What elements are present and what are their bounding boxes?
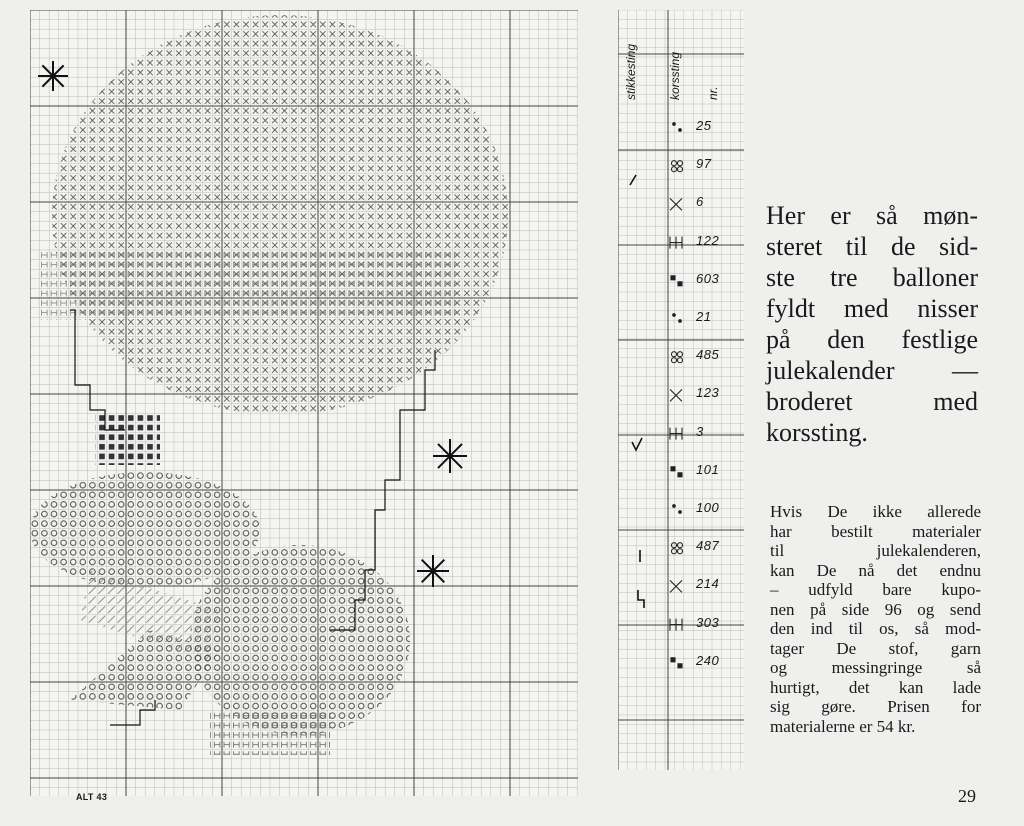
legend-number: 485 xyxy=(696,347,720,363)
body-line: materialerne er 54 kr. xyxy=(770,716,916,736)
page-number: 29 xyxy=(958,786,976,806)
legend-number: 303 xyxy=(696,614,720,630)
legend-header-1: korssting xyxy=(668,51,682,100)
headline-line: ste tre balloner xyxy=(766,263,978,292)
nisse-beard xyxy=(210,710,330,755)
headline xyxy=(766,200,978,448)
headline-line: steret til de sid- xyxy=(766,232,978,261)
stitch-legend xyxy=(618,10,744,770)
body-line: sig gøre. Prisen for xyxy=(770,697,981,716)
body-line: kan De nå det endnu xyxy=(770,560,981,580)
body-line: og messingringe så xyxy=(770,658,981,677)
legend-number: 123 xyxy=(696,385,720,401)
legend-number: 122 xyxy=(696,232,720,248)
body-line: nen på side 96 og send xyxy=(770,599,981,619)
headline-line: broderet med xyxy=(766,387,978,416)
star-icon xyxy=(417,555,449,587)
legend-number: 6 xyxy=(696,194,704,210)
legend-header-0: stikkesting xyxy=(624,43,638,100)
body-line: Hvis De ikke allerede xyxy=(770,502,981,521)
legend-number: 101 xyxy=(696,461,720,477)
headline-line: fyldt med nisser xyxy=(766,294,978,323)
legend-number: 214 xyxy=(696,576,720,592)
chart-grid xyxy=(30,10,578,796)
body-line: den ind til os, så mod- xyxy=(770,619,981,638)
legend-number: 21 xyxy=(696,309,712,324)
body-line: har bestilt materialer xyxy=(770,521,981,541)
headline-line: på den festlige xyxy=(766,325,978,354)
cross-stitch-chart xyxy=(30,10,578,796)
balloon-band xyxy=(38,250,458,320)
legend-header-2: nr. xyxy=(706,86,720,100)
legend-number: 25 xyxy=(696,118,712,133)
legend-number: 240 xyxy=(696,652,720,668)
body-line: tager De stof, garn xyxy=(770,638,981,658)
footer-code: ALT 43 xyxy=(76,792,108,802)
star-icon xyxy=(38,61,68,91)
legend-number: 487 xyxy=(696,538,720,554)
legend-number: 100 xyxy=(696,500,720,515)
legend-number: 3 xyxy=(696,423,704,439)
balloon-shape xyxy=(52,15,508,415)
headline-line: korssting. xyxy=(766,418,868,447)
body-line: til julekalenderen, xyxy=(770,541,981,560)
headline-line: julekalender — xyxy=(766,356,978,385)
nisse-arm xyxy=(190,545,410,735)
body-line: hurtigt, det kan lade xyxy=(770,677,981,697)
body-line: – udfyld bare kupo- xyxy=(770,580,981,599)
legend-number: 603 xyxy=(696,270,720,286)
body-text xyxy=(770,502,981,736)
star-icon xyxy=(433,439,467,473)
legend-number: 97 xyxy=(696,156,712,172)
headline-line: Her er så møn- xyxy=(766,201,978,230)
